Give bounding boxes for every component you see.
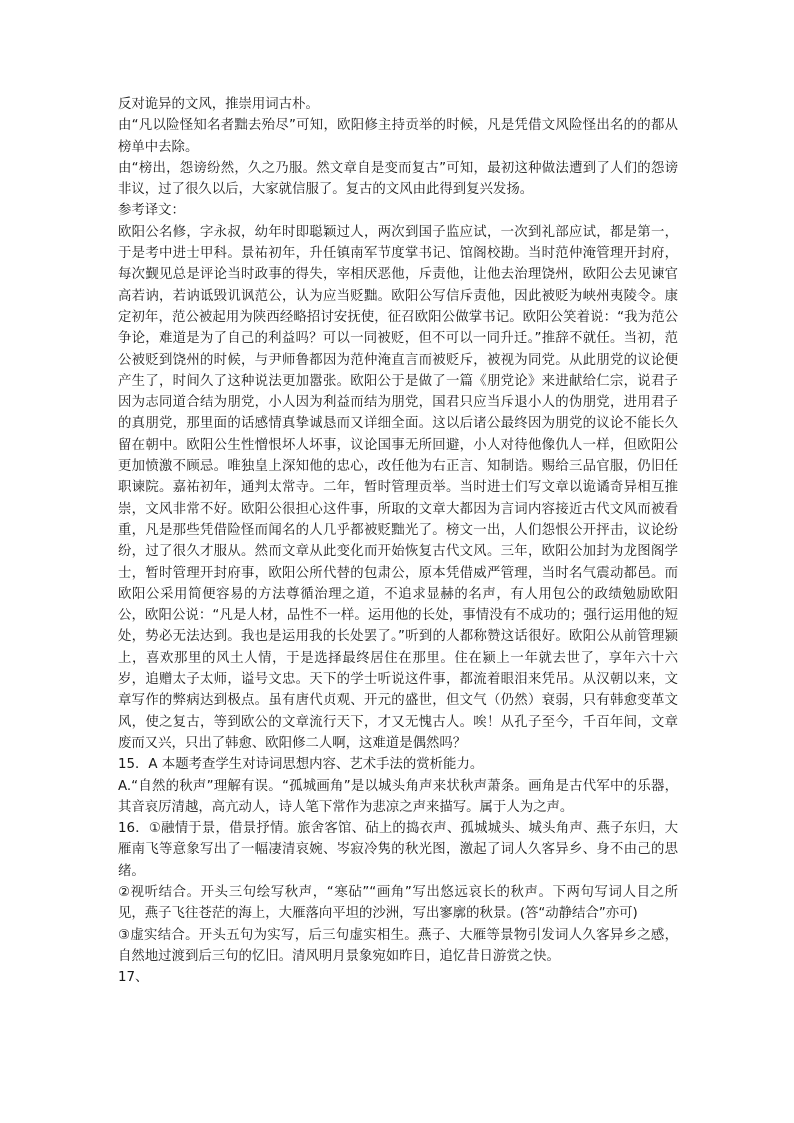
answer-17-label: 17、 <box>118 970 149 986</box>
paragraph-quote-analysis-1: 由“凡以险怪知名者黜去殆尽”可知，欧阳修主持贡举的时候，凡是凭借文风险怪出名的的都从榜单中去除。 <box>118 118 678 155</box>
answer-15-explanation: A.“自然的秋声”理解有误。“孤城画角”是以城头角声来状秋声萧条。画角是古代军中的乐器，其音哀厉清越，高亢动人，诗人笔下常作为悲凉之声来描写。属于人为之声。 <box>118 778 678 815</box>
answer-16-point-2: ②视听结合。开头三句绘写秋声，“寒砧”“画角”写出悠远哀长的秋声。下两句写词人目之所见，燕子飞往苍茫的海上，大雁落向平坦的沙洲，写出寥廓的秋景。(答“动静结合”亦可) <box>118 884 678 922</box>
answer-16-point-1: 16．①融情于景，借景抒情。旅舍客馆、砧上的捣衣声、孤城城头、城头角声、燕子东归，大雁南飞等意象写出了一幅凄清哀婉、岑寂冷隽的秋光图，激起了词人久客异乡、身不由己的思绪。 <box>118 821 678 879</box>
answer-15: 15．A 本题考查学生对诗词思想内容、艺术手法的赏析能力。 <box>118 757 484 773</box>
answer-16-point-3: ③虚实结合。开头五句为实写，后三句虚实相生。燕子、大雁等景物引发词人久客异乡之感，自然地过渡到后三句的忆旧。清风明月景象宛如昨日，追忆昔日游赏之快。 <box>118 927 678 964</box>
paragraph-quote-analysis-2: 由“榜出，怨谤纷然，久之乃服。然文章自是变而复古”可知，最初这种做法遭到了人们的怨谤非议，过了很久以后，大家就信服了。复古的文风由此得到复兴发扬。 <box>118 160 678 198</box>
translation-heading: 参考译文： <box>118 203 185 219</box>
document-page <box>118 94 678 988</box>
translation-body: 欧阳公名修，字永叔，幼年时即聪颖过人，两次到国子监应试，一次到礼部应试，都是第一，于是考中进士甲科。景祐初年，升任镇南军节度掌书记、馆阁校勘。当时范仲淹管理开封府，每次觐见总是评论当时政事的得失，宰相厌恶他，斥责他，让他去治理饶州，欧阳公去见谏官高若讷，若讷诋毁讥讽范公，认为应当贬黜。欧阳公写信斥责他，因此被贬为峡州夷陵令。康定初年，范公被起用为陕西经略招讨安抚使，征召欧阳公做掌书记。欧阳公笑着说：“我为范公争论，难道是为了自己的利益吗？可以一同被贬，但不可以一同升迁。”推辞不就任。当初，范公被贬到饶州的时候，与尹师鲁都因为范仲淹直言而被贬斥，被视为同党。从此朋党的议论便产生了，时间久了这种说法更加嚣张。欧阳公于是做了一篇《朋党论》来进献给仁宗，说君子因为志同道合结为朋党，小人因为利益而结为朋党，国君只应当斥退小人的伪朋党，进用君子的真朋党，那里面的话感情真挚诚恳而又详细全面。这以后诸公最终因为朋党的议论不能长久留在朝中。欧阳公生性憎恨坏人坏事，议论国事无所回避，小人对待他像仇人一样，但欧阳公更加愤激不顾忌。唯独皇上深知他的忠心，改任他为右正言、知制诰。赐给三品官服，仍旧任职谏院。嘉祐初年，通判太常寺。二年，暂时管理贡举。当时进士们写文章以诡谲奇异相互推崇，文风非常不好。欧阳公很担心这件事，所取的文章大都因为言词内容接近古代文风而被看重，凡是那些凭借险怪而闻名的人几乎都被贬黜光了。榜文一出，人们怨恨公开抨击，议论纷纷，过了很久才服从。然而文章从此变化而开始恢复古代文风。三年，欧阳公加封为龙图阁学士，暂时管理开封府事，欧阳公所代替的包肃公，原本凭借威严管理，当时名气震动都邑。而欧阳公采用简便容易的方法尊循治理之道，不追求显赫的名声，有人用包公的政绩勉励欧阳公，欧阳公说：“凡是人材，品性不一样。运用他的长处，事情没有不成功的；强行运用他的短处，势必无法达到。我也是运用我的长处罢了。”听到的人都称赞这话很好。欧阳公从前管理颍上，喜欢那里的风土人情，于是选择最终居住在那里。住在颍上一年就去世了，享年六十六岁，追赠太子太师，谥号文忠。天下的学士听说这件事，都流着眼泪来凭吊。从汉朝以来，文章写作的弊病达到极点。虽有唐代贞观、开元的盛世，但文气（仍然）衰弱，只有韩愈变革文风，使之复古，等到欧公的文章流行天下，才又无愧古人。唉！从孔子至今，千百年间，文章废而又兴，只出了韩愈、欧阳修二人啊，这难道是偶然吗？ <box>118 224 678 751</box>
paragraph-style-conclusion: 反对诡异的文风，推崇用词古朴。 <box>118 97 319 112</box>
